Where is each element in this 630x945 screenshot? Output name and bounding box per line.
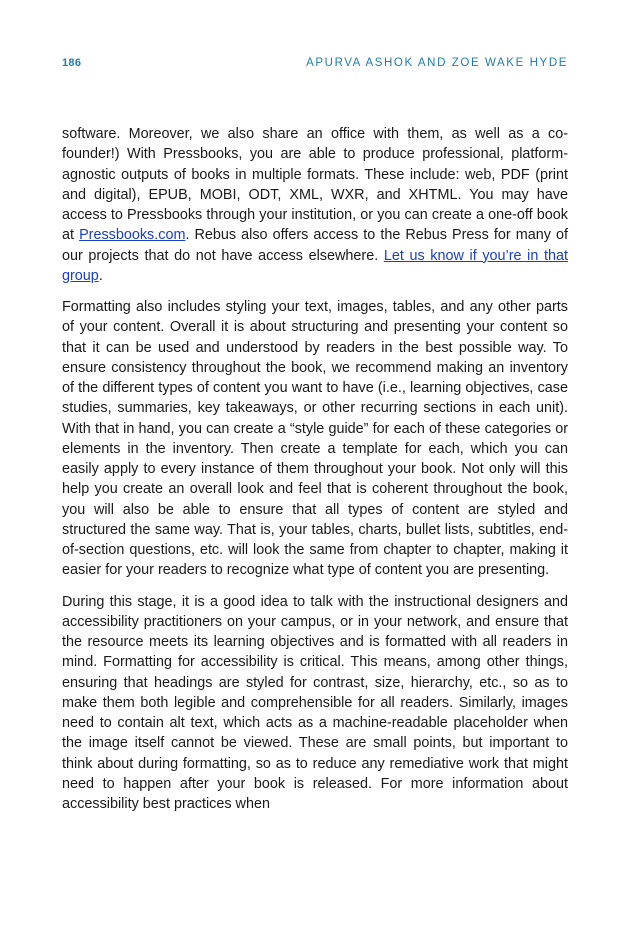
page-number: 186: [62, 57, 82, 69]
page-header: [62, 55, 568, 71]
let-us-know-link[interactable]: Let us know if you’re in that group: [62, 247, 568, 284]
paragraph-1-text-c: .: [98, 267, 103, 284]
pressbooks-link[interactable]: Pressbooks.com: [79, 227, 186, 244]
paragraph-2: Formatting also includes styling your text, images, tables, and any other parts of your content. Overall it is about structuring and presenting your content so that it can be used and understood by readers in the best possible way. To ensure consistency throughout the book, we recommend making an inventory of the different types of content you want to have (i.e., learning objectives, case studies, summaries, key takeaways, or other recurring sections in each unit). With that in hand, you can create a “style guide” for each of these categories or elements in the inventory. Then create a template for each, which you can easily apply to every instance of them throughout your book. Not only will this help you create an overall look and feel that is coherent throughout the book, you will also be able to ensure that all types of content are styled and structured the same way. That is, your tables, charts, bullet lists, subtitles, end-of-section questions, etc. will look the same from chapter to chapter, making it easier for your readers to recognize what type of content you are presenting.: [62, 299, 568, 579]
body-text: [62, 124, 568, 825]
paragraph-3: During this stage, it is a good idea to talk with the instructional designers and accessibility practitioners on your campus, or in your network, and ensure that the resource meets its learning objectives and is formatted with all readers in mind. Formatting for accessibility is critical. This means, among other things, ensuring that headings are styled for contrast, size, hierarchy, etc., so as to make them both legible and comprehensible for all readers. Similarly, images need to contain alt text, which acts as a machine-readable placeholder when the image itself cannot be viewed. These are small points, but important to think about during formatting, so as to reduce any remediative work that might need to happen after your book is released. For more information about accessibility best practices when: [62, 593, 568, 812]
paragraph-1-text-b: . Rebus also offers access to the Rebus Press for many of our projects that do not have access elsewhere.: [62, 227, 568, 264]
paragraph-1-text-a: software. Moreover, we also share an office with them, as well as a co-founder!) With Pressbooks, you are able to produce professional, platform-agnostic outputs of books in multiple formats. These include: web, PDF (print and digital), EPUB, MOBI, ODT, XML, WXR, and XHTML. You may have access to Pressbooks through your institution, or you can create a one-off book at: [62, 126, 568, 244]
running-head: APURVA ASHOK AND ZOE WAKE HYDE: [306, 57, 568, 69]
paragraph-1: [62, 124, 568, 286]
